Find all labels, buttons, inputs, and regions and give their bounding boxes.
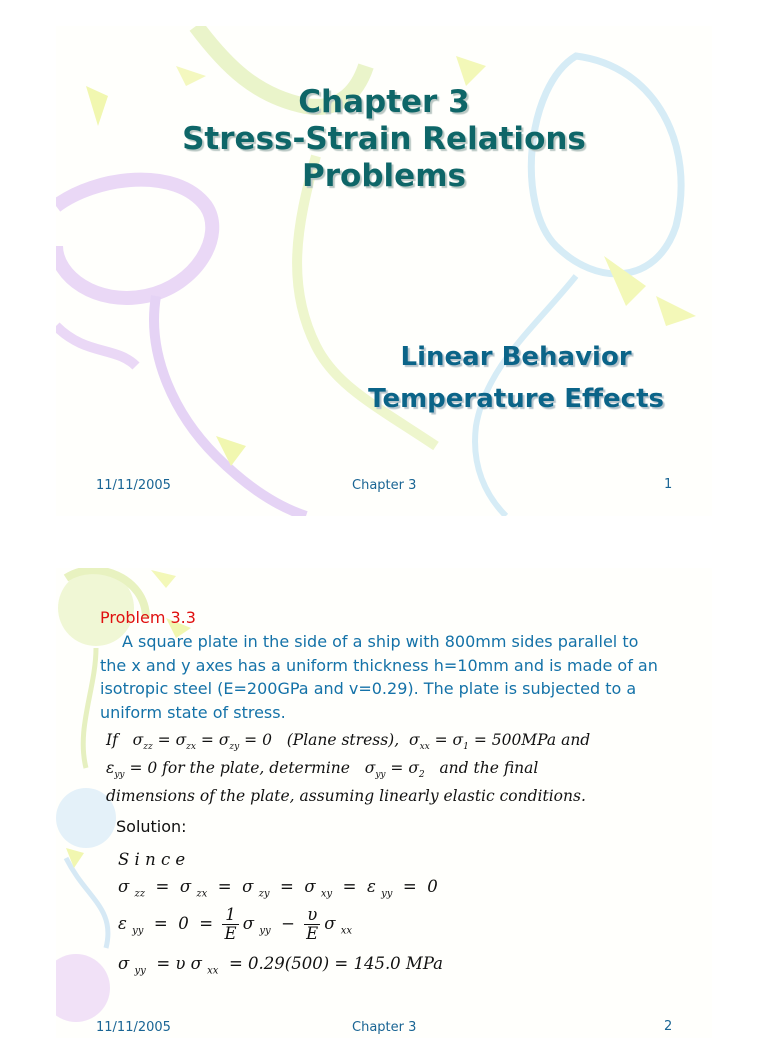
equation-3: σ $_{yy}$ = υ σ $_{xx}$ = 0.29(500) = 145.0 MPa bbox=[118, 954, 444, 977]
equation-1: σ $_{zz}$ = σ $_{zx}$ = σ $_{zy}$ = σ $_{xy}$ = ε $_{yy}$ = 0 bbox=[118, 877, 438, 900]
problem-statement-text: A square plate in the side of a ship with 800mm sides parallel to the x and y axes has a uniform thickness h=10mm and is made of an isotropic steel (E=200GPa and v=0.29). The plate is subjected to a uniform state of stress. bbox=[100, 632, 658, 722]
footer-date: 11/11/2005 bbox=[96, 1020, 171, 1035]
condition-line-2: $\varepsilon_{yy} = 0$ for the plate, determine $\sigma_{yy} = \sigma_2$ and the final bbox=[106, 759, 539, 781]
since-label: S i n c e bbox=[118, 850, 186, 869]
condition-line-3: dimensions of the plate, assuming linearly elastic conditions. bbox=[106, 787, 586, 805]
slide-2 bbox=[56, 568, 712, 1038]
problem-statement bbox=[100, 630, 660, 724]
footer-chapter: Chapter 3 bbox=[352, 478, 417, 493]
title-line-1: Chapter 3 bbox=[298, 84, 470, 120]
footer-chapter: Chapter 3 bbox=[352, 1020, 417, 1035]
solution-label: Solution: bbox=[116, 817, 187, 836]
subtitle-line-2: Temperature Effects bbox=[368, 384, 664, 414]
title-line-3: Problems bbox=[302, 158, 466, 194]
condition-line-1: If $\sigma_{zz} = \sigma_{zx} = \sigma_{zy} = 0$ (Plane stress), $\sigma_{xx} = \sigma_1 = 500MPa$ and bbox=[106, 731, 591, 753]
title-line-2: Stress-Strain Relations bbox=[182, 121, 586, 157]
footer-date: 11/11/2005 bbox=[96, 478, 171, 493]
slide-subtitle bbox=[368, 336, 664, 420]
slide-title bbox=[56, 84, 712, 195]
subtitle-line-1: Linear Behavior bbox=[400, 342, 632, 372]
problem-title: Problem 3.3 bbox=[100, 608, 196, 627]
equation-2: ε $_{yy}$ = 0 = $\frac{1}{E}$ σ $_{yy}$ − $\frac{\upsilon}{E}$ σ $_{xx}$ bbox=[118, 905, 353, 943]
footer-page-number: 2 bbox=[664, 1019, 673, 1034]
slide-1 bbox=[56, 26, 712, 516]
footer-page-number: 1 bbox=[664, 477, 673, 492]
